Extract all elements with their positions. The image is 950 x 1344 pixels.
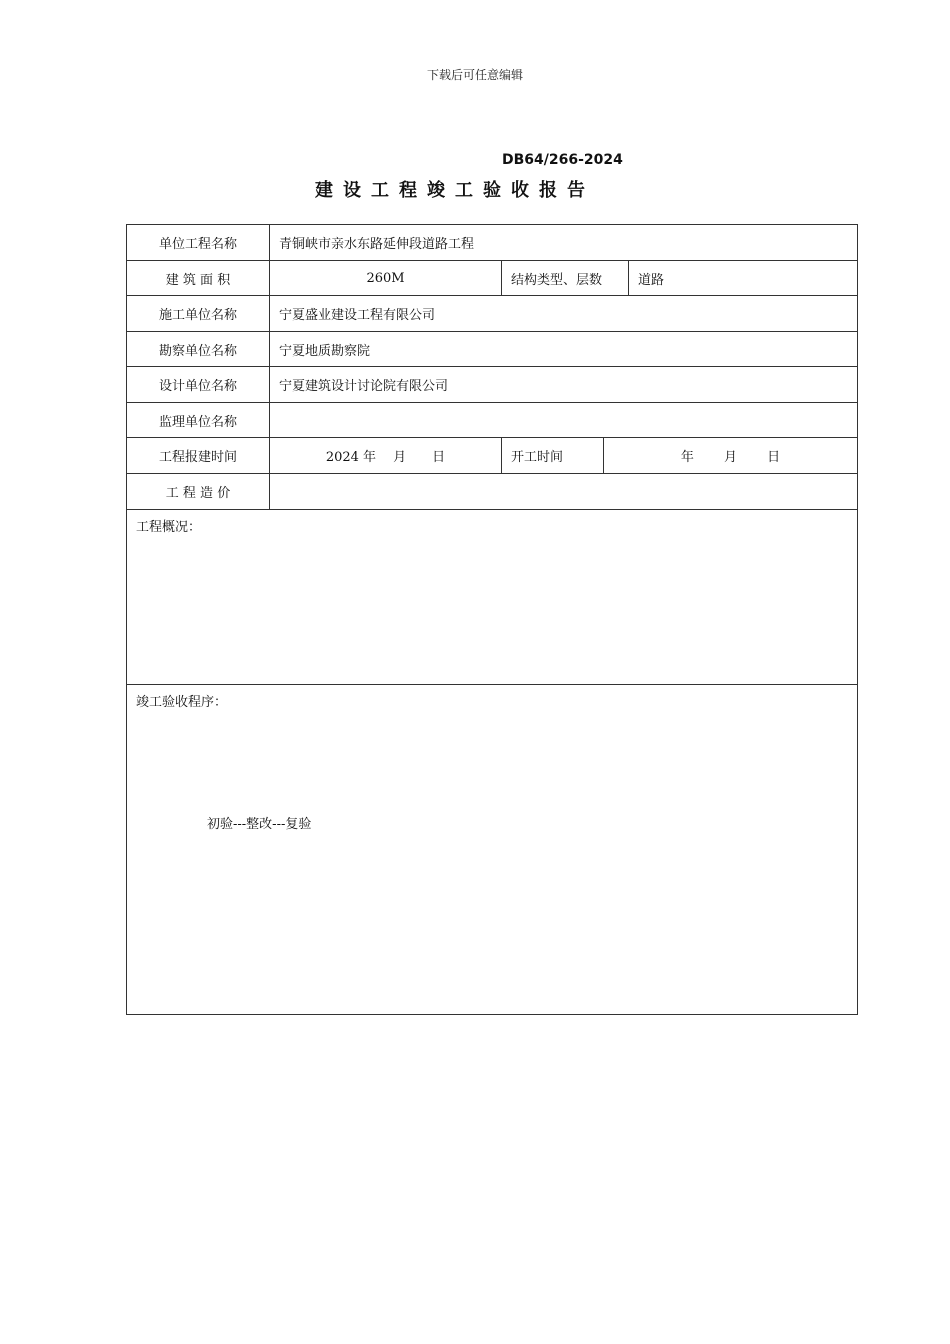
cost-value (270, 474, 858, 510)
document-title: 建设工程竣工验收报告 (315, 180, 595, 201)
overview-cell (127, 510, 858, 685)
report-date-value: 2024 年 月 日 (270, 438, 502, 474)
design-label: 设计单位名称 (127, 367, 270, 403)
row-procedure (127, 685, 858, 1015)
cost-label: 工 程 造 价 (127, 474, 270, 510)
page-header-note: 下载后可任意编辑 (426, 68, 523, 82)
acceptance-form-table (126, 224, 858, 1015)
row-project-name (127, 225, 858, 261)
start-date-value: 年 月 日 (604, 438, 858, 474)
start-date-label: 开工时间 (502, 438, 604, 474)
design-value: 宁夏建筑设计讨论院有限公司 (270, 367, 858, 403)
supervisor-label: 监理单位名称 (127, 403, 270, 438)
procedure-flow: 初验---整改---复验 (207, 817, 312, 832)
contractor-value: 宁夏盛业建设工程有限公司 (270, 296, 858, 332)
row-supervisor (127, 403, 858, 438)
row-contractor (127, 296, 858, 332)
report-date-label: 工程报建时间 (127, 438, 270, 474)
survey-value: 宁夏地质勘察院 (270, 332, 858, 367)
row-area (127, 261, 858, 296)
survey-label: 勘察单位名称 (127, 332, 270, 367)
procedure-label: 竣工验收程序： (136, 695, 228, 710)
standard-code: DB64/266-2024 (502, 152, 623, 168)
row-design (127, 367, 858, 403)
structure-label: 结构类型、层数 (502, 261, 629, 296)
row-survey (127, 332, 858, 367)
supervisor-value (270, 403, 858, 438)
project-name-label: 单位工程名称 (127, 225, 270, 261)
overview-label: 工程概况： (136, 520, 202, 535)
area-value: 260M (270, 261, 502, 296)
row-overview (127, 510, 858, 685)
project-name-value: 青铜峡市亲水东路延伸段道路工程 (270, 225, 858, 261)
row-cost (127, 474, 858, 510)
area-label: 建 筑 面 积 (127, 261, 270, 296)
row-dates (127, 438, 858, 474)
contractor-label: 施工单位名称 (127, 296, 270, 332)
structure-value: 道路 (629, 261, 858, 296)
procedure-cell (127, 685, 858, 1015)
